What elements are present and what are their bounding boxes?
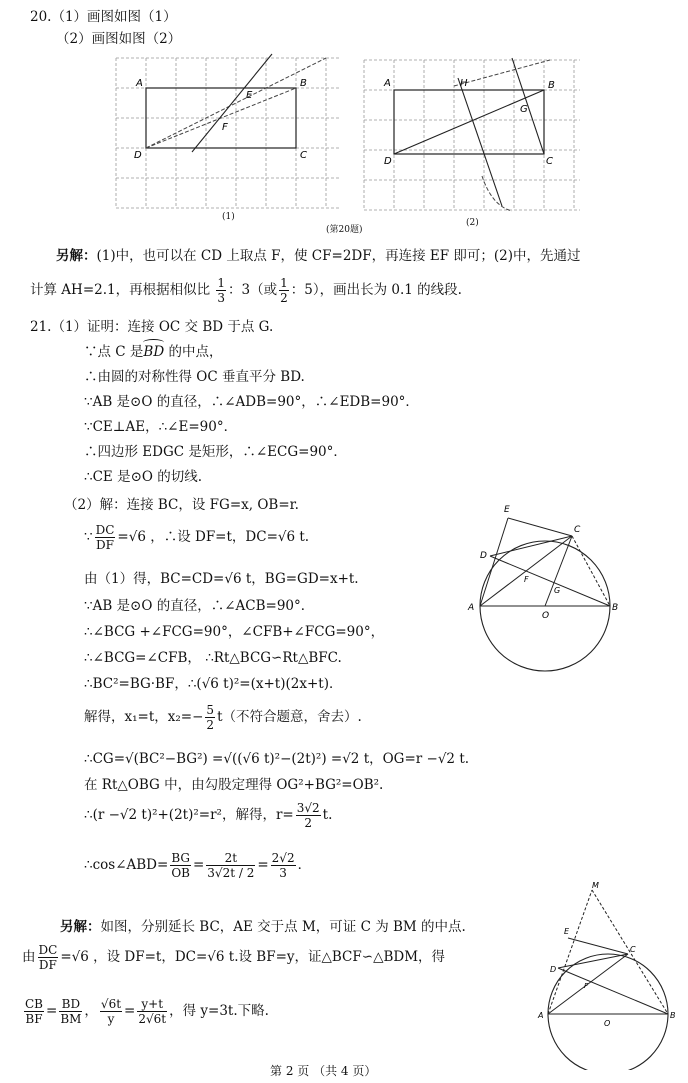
fig21alt-label-b: B xyxy=(670,1011,676,1020)
figure-21 xyxy=(460,498,670,688)
fig1-label-c: C xyxy=(300,150,307,161)
fig21alt-label-f: F xyxy=(584,982,589,990)
page-footer: 第 2 页 （共 4 页） xyxy=(270,1064,377,1078)
fig2-label-g: G xyxy=(520,104,528,115)
q21-alt-l1 xyxy=(60,918,466,936)
q21-p1-l3: ∵AB 是⊙O 的直径，∴∠ADB=90°，∴∠EDB=90°． xyxy=(84,394,419,410)
frac-2r2-3: $\frac{2√2}{3}$ xyxy=(271,851,295,880)
fig1-label-f: F xyxy=(222,122,228,133)
frac-yt: $\frac{y+t}{2√6t}$ xyxy=(138,997,167,1026)
q21-p2-l4: ∴∠BCG +∠FCG=90°，∠CFB+∠FCG=90°， xyxy=(84,624,385,640)
fig21-label-o: O xyxy=(542,611,550,621)
frac-cb-bf: $\frac{CB}{BF}$ xyxy=(25,997,43,1026)
frac-dc-df-alt: $\frac{DC}{DF}$ xyxy=(38,943,58,972)
fig2-label-d: D xyxy=(384,156,392,167)
q21-p1-l6: ∴CE 是⊙O 的切线. xyxy=(84,469,203,485)
q21-p1-l4: ∵CE⊥AE，∴∠E=90°． xyxy=(84,419,238,435)
q20-line1: 20.（1）画图如图（1） xyxy=(30,9,177,25)
fig21alt-label-c: C xyxy=(630,945,636,954)
frac-5-2: $\frac{5}{2}$ xyxy=(206,703,215,732)
q21-alt-l2: 由 $\frac{DC}{DF}$ =√6 ，设 DF=t，DC=√6 t.设 BF=y，证△BCF∽△BDM，得 xyxy=(22,943,446,972)
q21-p2-l10: ∴(r −√2 t)²+(2t)²=r²，解得，r= $\frac{3√2}{2}$ t. xyxy=(84,801,333,830)
fig21-label-e: E xyxy=(504,505,510,515)
q21-p1-l1a: ∵点 C 是 xyxy=(84,344,144,360)
q21-p2-l9: 在 Rt△OBG 中，由勾股定理得 OG²+BG²=OB². xyxy=(84,777,384,793)
fig21-label-b: B xyxy=(612,603,619,613)
figure-21-alt xyxy=(536,880,686,1070)
fig21-label-f: F xyxy=(524,575,529,584)
frac-dc-df: $\frac{DC}{DF}$ xyxy=(95,523,115,552)
frac-bd-bm: $\frac{BD}{BM}$ xyxy=(60,997,82,1026)
q21-p1-l2: ∴由圆的对称性得 OC 垂直平分 BD. xyxy=(84,369,305,385)
fig21alt-label-o: O xyxy=(604,1019,611,1028)
fig20-title: (第20题) xyxy=(326,225,363,235)
fig1-label-e: E xyxy=(246,90,253,101)
q21-p1-l5: ∴四边形 EDGC 是矩形，∴∠ECG=90°． xyxy=(84,444,347,460)
q21-p2-l2: 由（1）得，BC=CD=√6 t，BG=GD=x+t. xyxy=(84,571,359,587)
q21-alt-label: 另解： xyxy=(60,919,101,935)
q20-alt-line1 xyxy=(56,247,581,265)
q20-alt-text2a: 计算 AH=2.1，再根据相似比 xyxy=(30,282,211,298)
figure-20-1 xyxy=(112,52,344,222)
frac-3r2-2: $\frac{3√2}{2}$ xyxy=(296,801,320,830)
frac-1-3: $\frac{1}{3}$ xyxy=(217,276,226,305)
q21-p2-l7: 解得，x₁=t，x₂=− $\frac{5}{2}$ t（不符合题意，舍去）. xyxy=(84,703,362,732)
fig21-label-g: G xyxy=(554,586,561,595)
fig2-label-a: A xyxy=(384,78,391,89)
fig21-label-c: C xyxy=(574,525,581,535)
fig21alt-label-a: A xyxy=(538,1011,544,1020)
q21-p1-l1 xyxy=(84,343,222,361)
q21-p2-l5: ∴∠BCG=∠CFB， ∴Rt△BCG∽Rt△BFC. xyxy=(84,650,342,666)
fig1-caption: (1) xyxy=(222,212,235,222)
frac-bg-ob: $\frac{BG}{OB}$ xyxy=(171,851,190,880)
q20-alt-text1: (1)中，也可以在 CD 上取点 F，使 CF=2DF，再连接 EF 即可；(2)中，先通过 xyxy=(96,248,581,264)
frac-1-2: $\frac{1}{2}$ xyxy=(280,276,288,305)
q21-p2-l1: ∵ $\frac{DC}{DF}$ =√6 ，∴设 DF=t，DC=√6 t. xyxy=(84,523,310,552)
fig21-label-a: A xyxy=(468,603,475,613)
q20-alt-line2 xyxy=(30,273,462,307)
q21-alt-l3: $\frac{CB}{BF}$ = $\frac{BD}{BM}$ ， $\frac{√6t}{y}$ = $\frac{y+t}{2√6t}$ ，得 y=3t.下略. xyxy=(25,997,269,1026)
q20-alt-text2c: ：5），画出长为 0.1 的线段. xyxy=(290,282,462,298)
fig1-label-a: A xyxy=(136,78,143,89)
fig2-caption: (2) xyxy=(466,218,479,228)
q21-alt-text1: 如图，分别延长 BC，AE 交于点 M，可证 C 为 BM 的中点. xyxy=(100,919,466,935)
figure-20-2 xyxy=(362,56,586,218)
frac-2t: $\frac{2t}{3√2t / 2}$ xyxy=(207,851,255,880)
fig21alt-label-m: M xyxy=(592,881,599,890)
q21-p2-l3: ∵AB 是⊙O 的直径，∴∠ACB=90°． xyxy=(84,598,315,614)
fig1-label-d: D xyxy=(134,150,142,161)
q20-line2: （2）画图如图（2） xyxy=(56,31,182,47)
fig21-label-d: D xyxy=(480,551,487,561)
fig2-label-c: C xyxy=(546,156,553,167)
fig21alt-label-e: E xyxy=(564,927,570,936)
q21-p2-l8: ∴CG=√(BC²−BG²) =√((√6 t)²−(2t)²) =√2 t，OG=r −√2 t. xyxy=(84,751,470,767)
q21-p1-head: 21.（1）证明：连接 OC 交 BD 于点 G. xyxy=(30,319,274,335)
fig21alt-label-d: D xyxy=(550,965,557,974)
fig2-label-h: H xyxy=(460,78,468,89)
q20-alt-label: 另解： xyxy=(56,248,97,264)
q21-p2-l11: ∴cos∠ABD= $\frac{BG}{OB}$ = $\frac{2t}{3√2t / 2}$ = $\frac{2√2}{3}$ ． xyxy=(84,851,312,880)
fig2-label-b: B xyxy=(548,80,555,91)
frac-r6t-y: $\frac{√6t}{y}$ xyxy=(100,997,122,1026)
q21-p2-head: （2）解：连接 BC，设 FG=x, OB=r. xyxy=(64,497,299,513)
arc-bd: BD xyxy=(143,343,164,361)
fig1-label-b: B xyxy=(300,78,307,89)
q21-p2-l6: ∴BC²=BG·BF，∴(√6 t)²=(x+t)(2x+t)． xyxy=(84,676,343,692)
q21-p1-l1b: 的中点， xyxy=(164,344,223,360)
q20-alt-text2b: ：3（或 xyxy=(228,282,278,298)
